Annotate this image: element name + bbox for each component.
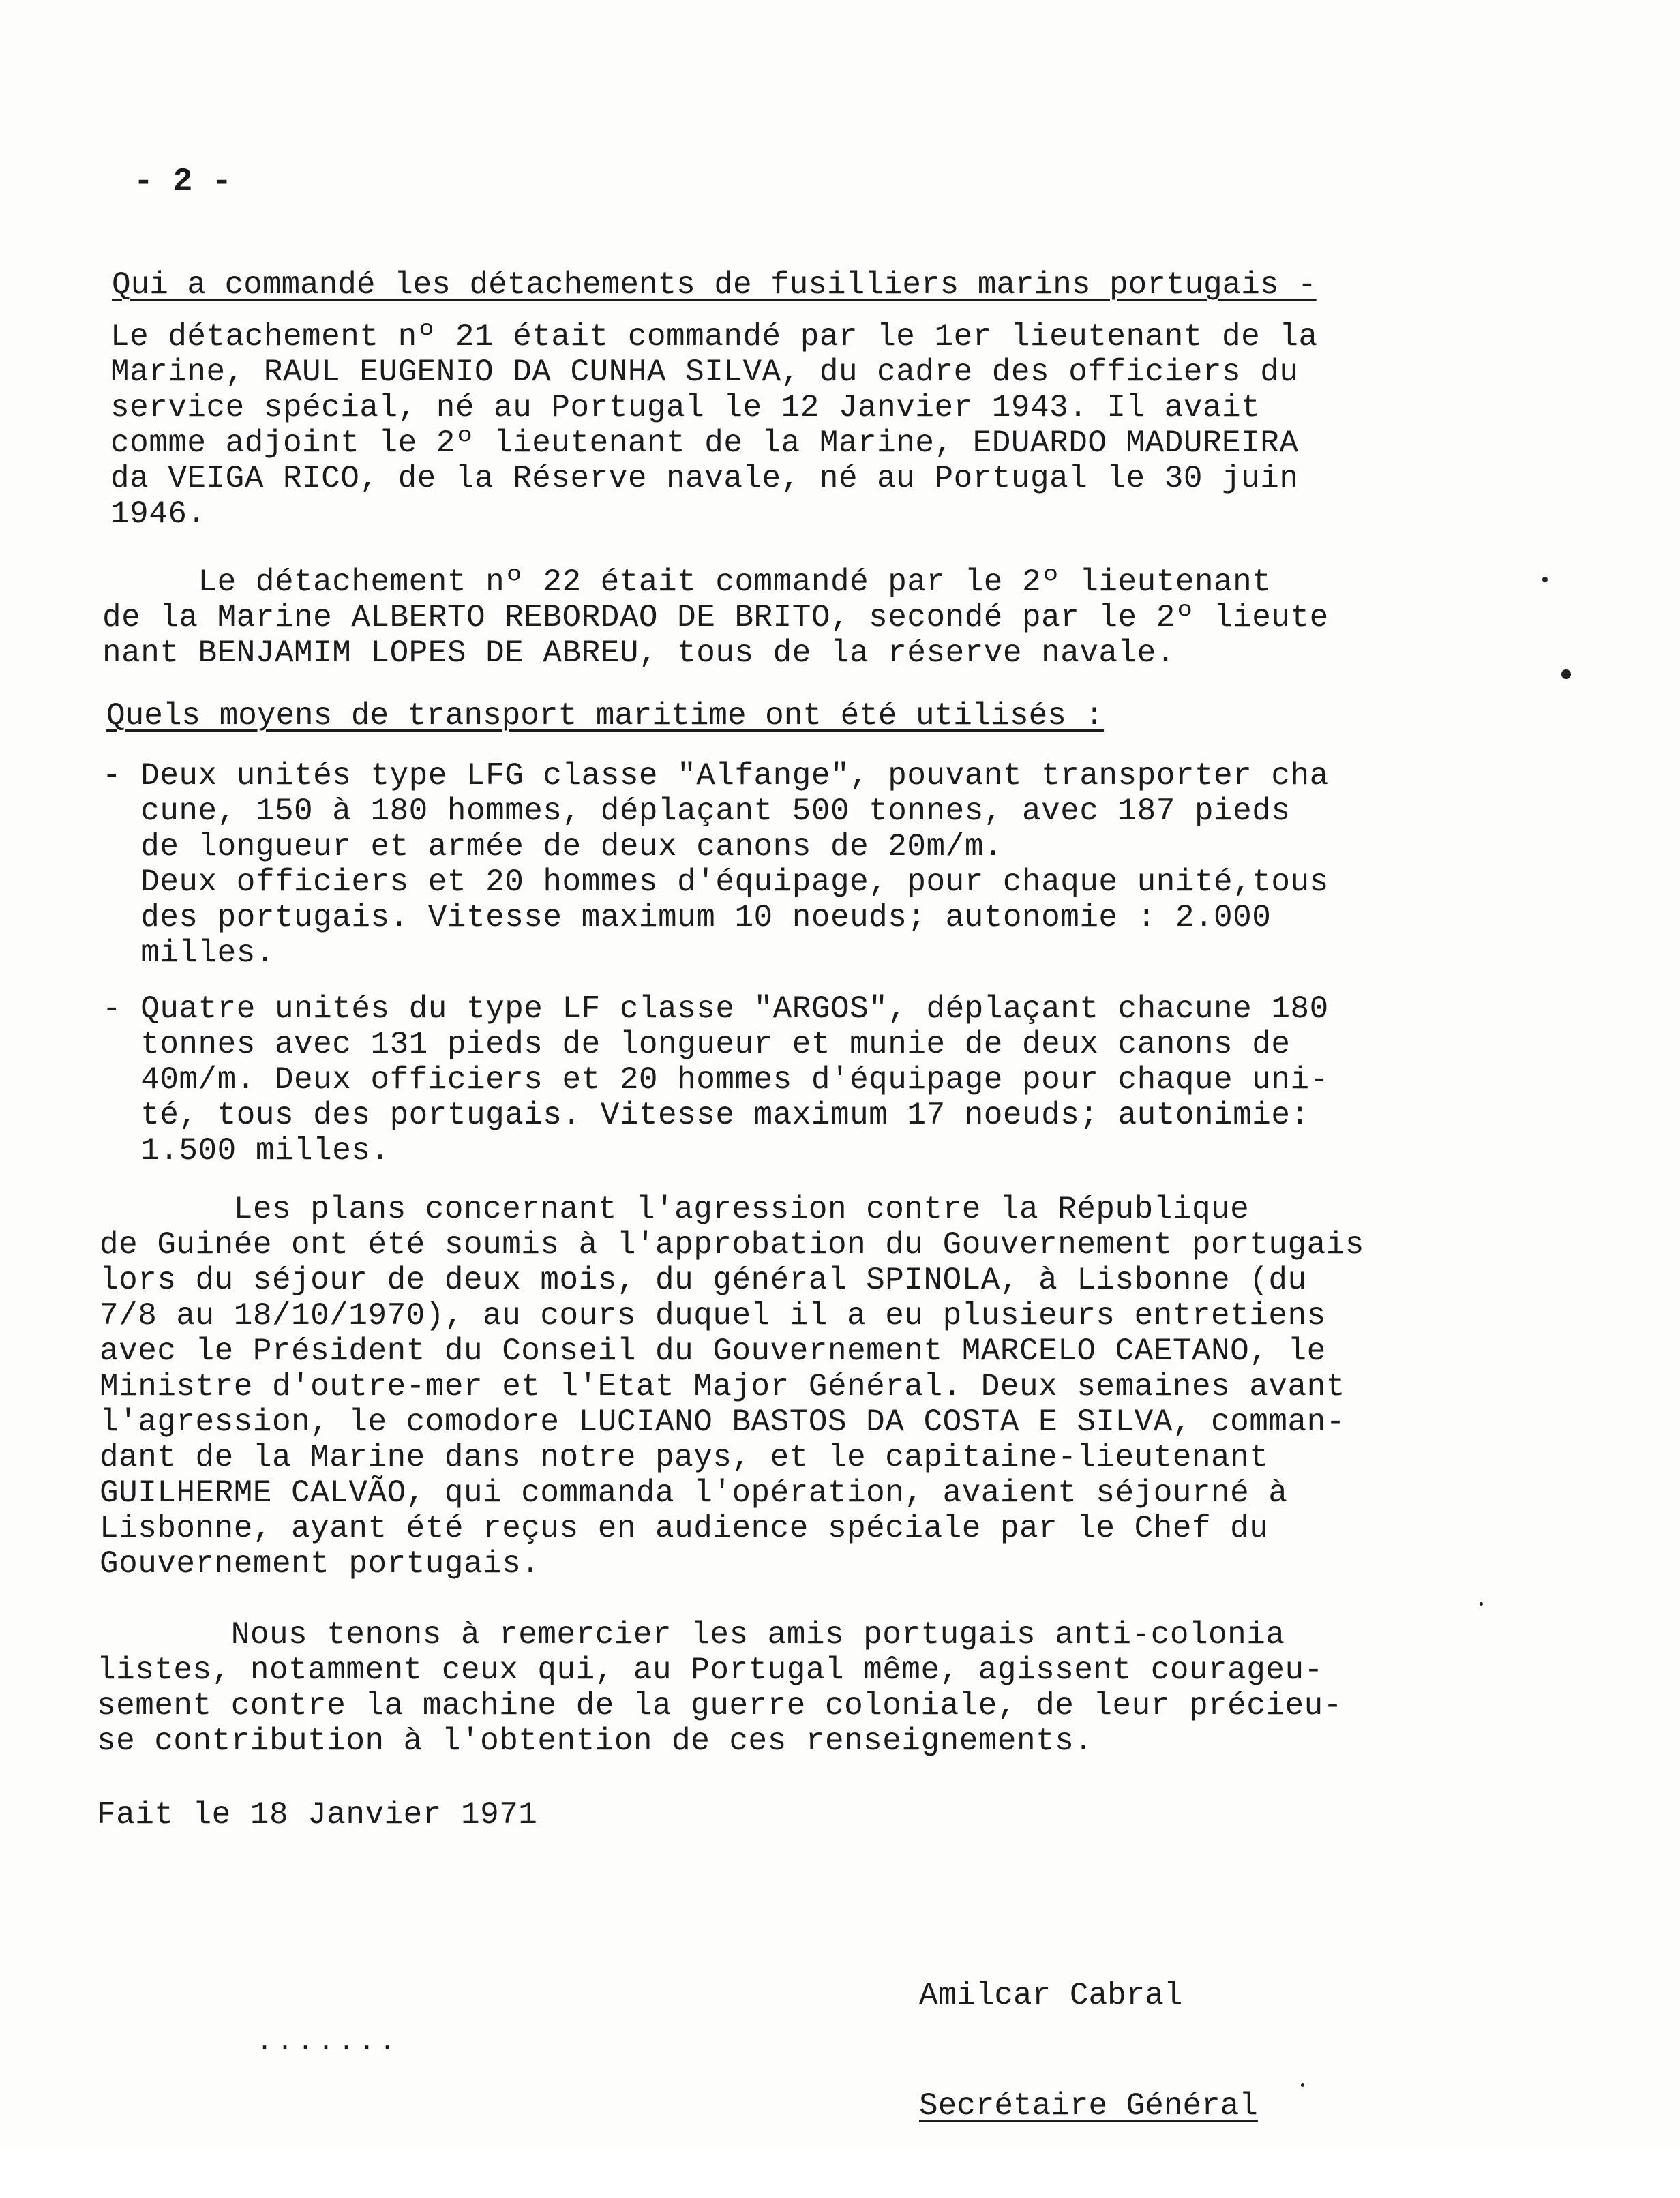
scan-speck xyxy=(1301,2083,1304,2087)
paragraph-detachment-22: Le détachement nº 22 était commandé par le 2º lieutenant de la Marine ALBERTO REBORDAO DE BRITO, secondé par le 2º lieute nant BENJAMIM LOPES DE ABREU, tous de la réserve navale. xyxy=(102,564,1329,671)
footer-marks: ....... xyxy=(256,2028,400,2058)
page-number: - 2 - xyxy=(134,164,232,200)
scan-speck xyxy=(1542,577,1548,582)
paragraph-acknowledgement: Nous tenons à remercier les amis portugais anti-colonia listes, notamment ceux qui, au Portugal même, agissent courageu- sement contre la machine de la guerre coloniale, de leur précieu- se contribution à l'obtention de ces renseignements. xyxy=(97,1617,1342,1759)
closing-date-line: Fait le 18 Janvier 1971 xyxy=(97,1797,538,1833)
section-heading-commanders: Qui a commandé les détachements de fusilliers marins portugais - xyxy=(112,267,1317,303)
list-item-alfange: - Deux unités type LFG classe "Alfange", pouvant transporter cha cune, 150 à 180 hommes, déplaçant 500 tonnes, avec 187 pieds de longueur et armée de deux canons de 20m/m. Deux officiers et 20 hommes d'équipage, pour chaque unité,tous des portugais. Vitesse maximum 10 noeuds; autonomie : 2.000 milles. xyxy=(102,758,1329,971)
scan-speck xyxy=(1561,669,1571,679)
signature-block xyxy=(919,1903,1258,2198)
section-heading-transport: Quels moyens de transport maritime ont été utilisés : xyxy=(106,698,1105,734)
scan-speck xyxy=(1480,1602,1483,1606)
signatory-name: Amilcar Cabral xyxy=(919,1978,1183,2013)
signatory-title: Secrétaire Général xyxy=(919,2088,1258,2124)
paragraph-detachment-21: Le détachement nº 21 était commandé par le 1er lieutenant de la Marine, RAUL EUGENIO DA CUNHA SILVA, du cadre des officiers du service spécial, né au Portugal le 12 Janvier 1943. Il avait comme adjoint le 2º lieutenant de la Marine, EDUARDO MADUREIRA da VEIGA RICO, de la Réserve navale, né au Portugal le 30 juin 1946. xyxy=(110,319,1318,532)
paragraph-aggression-plans: Les plans concernant l'agression contre la République de Guinée ont été soumis à l'approbation du Gouvernement portugais lors du séjour de deux mois, du général SPINOLA, à Lisbonne (du 7/8 au 18/10/1970), au cours duquel il a eu plusieurs entretiens avec le Président du Conseil du Gouvernement MARCELO CAETANO, le Ministre d'outre-mer et l'Etat Major Général. Deux semaines avant l'agression, le comodore LUCIANO BASTOS DA COSTA E SILVA, comman- dant de la Marine dans notre pays, et le capitaine-lieutenant GUILHERME CALVÃO, qui commanda l'opération, avaient séjourné à Lisbonne, ayant été reçus en audience spéciale par le Chef du Gouvernement portugais. xyxy=(100,1192,1364,1582)
list-item-argos: - Quatre unités du type LF classe "ARGOS", déplaçant chacune 180 tonnes avec 131 pieds de longueur et munie de deux canons de 40m/m. Deux officiers et 20 hommes d'équipage pour chaque uni- té, tous des portugais. Vitesse maximum 17 noeuds; autonimie: 1.500 milles. xyxy=(102,991,1329,1169)
